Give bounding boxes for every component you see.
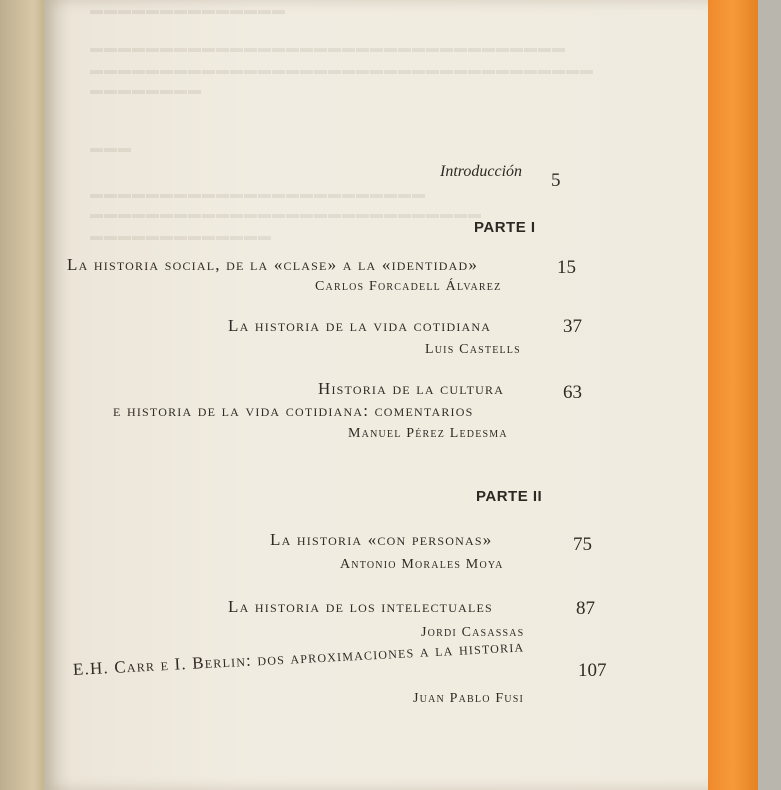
toc-entry-title-line2: e historia de la vida cotidiana: comentarios: [113, 401, 474, 420]
toc-introduction-title: Introducción: [440, 163, 523, 180]
toc-entry-page: 87: [576, 598, 595, 619]
toc-entry-title: La historia de la vida cotidiana: [228, 316, 492, 335]
show-through-text: ▬▬▬▬▬▬▬▬▬▬▬▬▬▬▬▬▬▬▬▬▬▬▬▬▬▬▬▬▬▬▬▬▬▬▬▬: [90, 62, 594, 77]
part-heading: PARTE I: [474, 219, 536, 236]
toc-entry-title: Historia de la cultura: [318, 379, 505, 398]
toc-entry-author: Juan Pablo Fusi: [413, 691, 525, 706]
toc-entry-page: 63: [563, 382, 582, 403]
toc-entry-title: La historia de los intelectuales: [228, 597, 493, 616]
show-through-text: ▬▬▬▬▬▬▬▬▬▬▬▬▬▬▬▬▬▬▬▬▬▬▬▬▬▬▬▬: [90, 206, 482, 221]
toc-entry-title: La historia «con personas»: [270, 530, 493, 549]
part-heading: PARTE II: [476, 488, 543, 505]
toc-entry-author: Antonio Morales Moya: [340, 557, 504, 572]
toc-entry-author: Jordi Casassas: [421, 625, 525, 640]
show-through-text: ▬▬▬▬▬▬▬▬▬▬▬▬▬: [90, 228, 272, 243]
toc-entry-author: Carlos Forcadell Álvarez: [315, 279, 502, 294]
toc-entry-author: Manuel Pérez Ledesma: [348, 426, 508, 441]
toc-entry-page: 75: [573, 534, 592, 555]
toc-entry-title: La historia social, de la «clase» a la «identidad»: [67, 255, 479, 274]
toc-entry-page: 107: [578, 660, 607, 681]
show-through-text: ▬▬▬: [90, 140, 132, 155]
toc-entry-title: E.H. Carr e I. Berlin: dos aproximaciones a la historia: [72, 636, 525, 679]
show-through-text: ▬▬▬▬▬▬▬▬▬▬▬▬▬▬: [90, 2, 286, 17]
toc-entry-page: 15: [557, 257, 576, 278]
show-through-text: ▬▬▬▬▬▬▬▬▬▬▬▬▬▬▬▬▬▬▬▬▬▬▬▬: [90, 186, 426, 201]
toc-entry-page: 37: [563, 316, 582, 337]
show-through-text: ▬▬▬▬▬▬▬▬▬▬▬▬▬▬▬▬▬▬▬▬▬▬▬▬▬▬▬▬▬▬▬▬▬▬: [90, 40, 566, 55]
show-through-text: ▬▬▬▬▬▬▬▬: [90, 82, 202, 97]
toc-introduction-page: 5: [551, 170, 561, 191]
toc-entry-author: Luis Castells: [425, 342, 521, 357]
